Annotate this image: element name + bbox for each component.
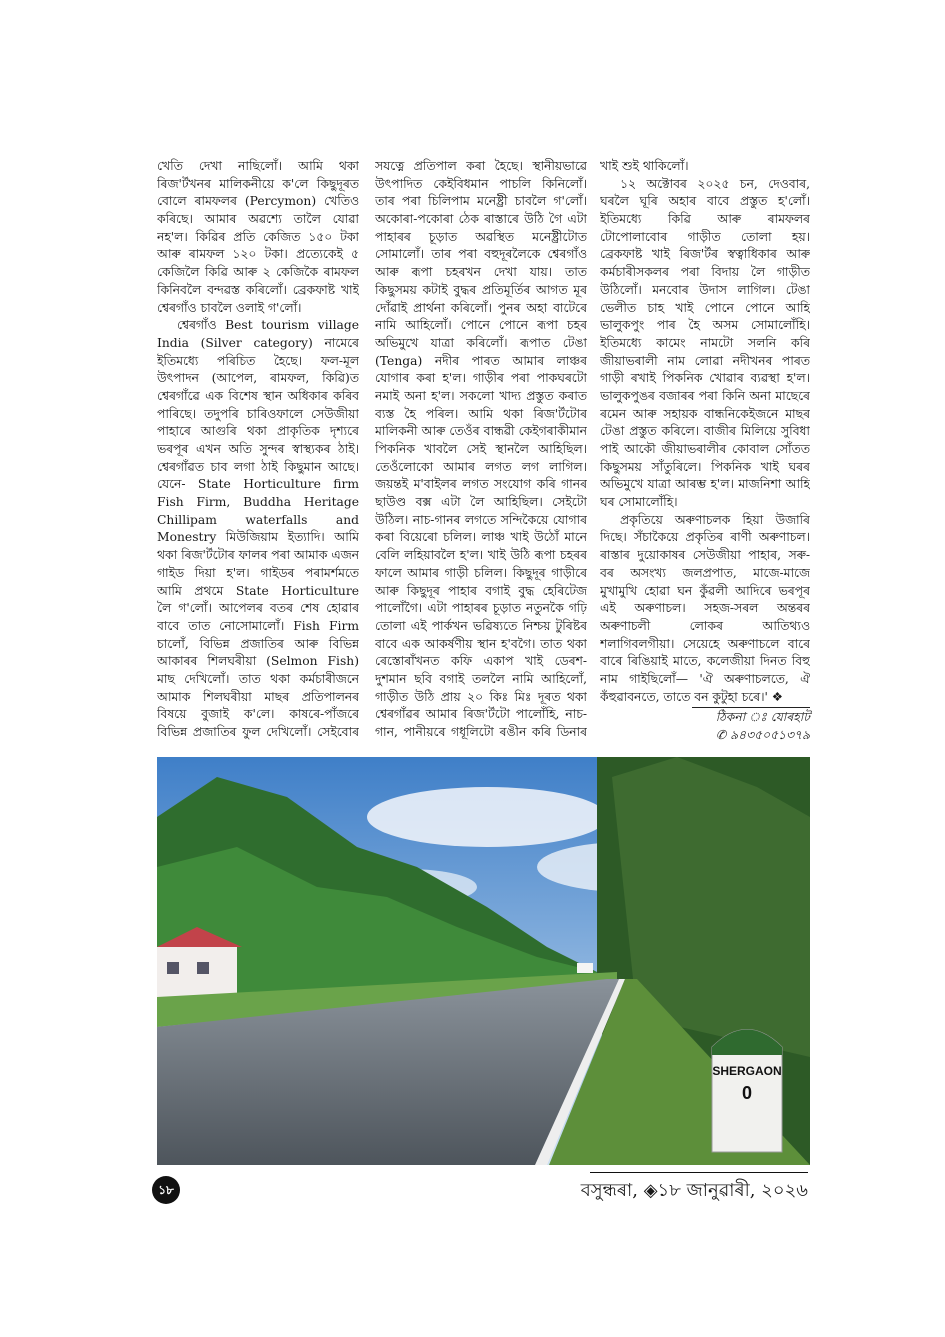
text-line: শ্বেৰগাঁও চাবলৈ ওলাই গ'লোঁ। (157, 300, 302, 315)
text-line: সোমালোঁ। তাৰ পৰা বহুদূৰলৈকে শ্বেৰগাঁও (375, 247, 587, 262)
text-line: বাবে তাত নোসোমালোঁ। Fish Firm (157, 618, 359, 633)
text-line: বাৰে ৰিঙিয়াই মাতে, কলেজীয়া দিনত বিহু (600, 654, 810, 669)
text-line: ঘৰলৈ ঘূৰি অহাৰ বাবে প্ৰস্তুত হ'লোঁ। (600, 194, 810, 209)
text-line: বেলি লহিয়াবলৈ হ'ল। খাই উঠি ৰূপা চহৰৰ (375, 548, 587, 563)
article-column-2 (375, 158, 587, 742)
text-line: কৰ্মচাৰীসকলৰ পৰা বিদায় লৈ গাড়ীত (600, 265, 810, 280)
text-line: India (Silver category) নামেৰে (157, 335, 359, 350)
text-line: আকাৰৰ শিলঘৰীয়া (Selmon Fish) (157, 654, 359, 669)
footer-rule (590, 1172, 808, 1173)
text-line: ইতিমধ্যে পৰিচিত হৈছে। ফল-মূল (157, 353, 359, 368)
text-line: উঠিল। নাচ-গানৰ লগতে সন্দিকৈয়ে যোগাৰ (375, 512, 587, 527)
text-line: শ্বেৰগাঁৱৰ আমাৰ ৰিজ'ৰ্টটো পালোঁহি, নাচ- (375, 707, 587, 722)
text-line: আমি প্ৰথমে State Horticulture (157, 583, 359, 598)
text-line: ঘৰ সোমালোঁহি। (600, 495, 678, 510)
text-line: তাৰ পৰা চিলিপাম মনেষ্ট্ৰী চাবলৈ গ'লোঁ। (375, 194, 587, 209)
publication-date: বসুন্ধৰা, ◈১৮ জানুৱাৰী, ২০২৬ (580, 1180, 808, 1201)
text-line: ভৰপূৰ এখন অতি সুন্দৰ স্বাস্থ্যকৰ ঠাই। (157, 442, 359, 456)
text-line: কঁহুৱাবনতে, তাতে বন কুটুহা চৰে।' ❖ (600, 689, 783, 704)
text-line: গাইড দিয়া হ'ল। গাইডৰ পৰামৰ্শমতে (157, 565, 359, 580)
text-line: গাড়ীত উঠি প্ৰায় ২০ কিঃ মিঃ দূৰত থকা (375, 689, 587, 704)
text-line: কৰা বিয়েৰো চলিল। লাঞ্চ খাই উঠোঁ মানে (375, 530, 587, 545)
text-line: অভিমুখে যাত্ৰা কৰিলোঁ। ৰূপাত টেঙা (375, 335, 587, 350)
text-line: ৰমেন আৰু সহায়ক বান্ধনিকেইজনে মাছৰ (600, 406, 810, 421)
text-line: মালিকনী আৰু তেওঁৰ বান্ধৱী কেইগৰাকীমান (375, 424, 587, 439)
text-line: শ্বেৰগাঁও Best tourism village (177, 318, 359, 333)
text-line: টেঙা প্ৰস্তুত কৰিলে। বাজীৰ মিলিয়ে সুবিধা (600, 424, 810, 439)
article-column-3 (600, 158, 810, 744)
text-line: ইতিমধ্যে কিৱি আৰু ৰামফলৰ (600, 212, 810, 227)
text-line: ১২ অক্টোবৰ ২০২৫ চন, দেওবাৰ, (620, 176, 810, 191)
text-line: ভালুকপুঙৰ বজাৰৰ পৰা কিনি অনা মাছেৰে (600, 388, 810, 403)
text-line: এই অৰুণাচল। সহজ-সৰল অন্তৰৰ (600, 601, 810, 616)
text-line: বোলে ৰামফলৰ (Percymon) খেতিও (157, 194, 359, 209)
text-line: আৰু ৰামফল ১২০ টকা। প্ৰত্যেকেই ৫ (157, 247, 359, 262)
text-line: সযত্নে প্ৰতিপাল কৰা হৈছে। স্থানীয়ভাৱে (375, 159, 587, 173)
text-line: পাই আকৌ জীয়াভৰালীৰ কোবাল সোঁতত (600, 442, 810, 456)
text-line: (Tenga) নদীৰ পাৰত আমাৰ লাঞ্চৰ (375, 353, 587, 368)
text-line: খেতি দেখা নাছিলোঁ। আমি থকা (157, 159, 359, 173)
text-line: পালোঁগৈ। এটা পাহাৰৰ চূড়াত নতুনকৈ গঢ়ি (375, 601, 587, 616)
text-line: জয়ন্তই ম'বাইলৰ লগত সংযোগ কৰি গানৰ (375, 477, 587, 492)
text-line: পাৰিছে। তদুপৰি চাৰিওফালে সেউজীয়া (157, 406, 359, 421)
text-line: যেনে- State Horticulture firm (157, 477, 359, 492)
milestone-name: SHERGAON (712, 1064, 782, 1078)
text-line: Monestry মিউজিয়াম ইত্যাদি। আমি (157, 530, 359, 545)
text-line: পিকনিক খাবলৈ সেই স্থানলৈ আহিছিল। (375, 442, 587, 456)
text-line: Chillipam waterfalls and (157, 512, 359, 527)
text-line: ইতিমধ্যে কামেং নামটো সলনি কৰি (600, 335, 810, 350)
text-line: দুশমান ছবি বগাই তললৈ নামি আহিলোঁ, (375, 671, 587, 686)
text-line: জীয়াভৰালী নাম লোৱা নদীখনৰ পাৰত (600, 353, 810, 368)
milestone-value: 0 (741, 1083, 753, 1103)
text-line: ভালুকপুং পাৰ হৈ অসম সোমালোঁহি। (600, 318, 810, 333)
text-line: লৈ গ'লোঁ। আপেলৰ বতৰ শেষ হোৱাৰ (157, 601, 359, 616)
text-line: ছাউণ্ড বক্স এটা লৈ আহিছিল। সেইটো (375, 495, 587, 510)
text-line: বিভিন্ন প্ৰজাতিৰ ফুল দেখিলোঁ। সেইবোৰ (157, 725, 359, 739)
text-line: Fish Firm, Buddha Heritage (157, 495, 359, 510)
text-line: অৰুণাচলী লোকৰ আতিথ্যও (600, 618, 810, 633)
text-line: আৰু ৰূপা চহৰখন দেখা যায়। তাত (375, 265, 587, 280)
text-line: অকোৰা-পকোৰা ঠেক ৰাস্তাৰে উঠি গৈ এটা (375, 212, 587, 227)
text-line: বৰ অসংখ্য জলপ্ৰপাত, মাজে-মাজে (600, 565, 810, 580)
text-line: ব্যস্ত হৈ পৰিল। আমি থকা ৰিজ'ৰ্টটোৰ (375, 406, 587, 421)
text-line: কিছুসময় কটাই বুদ্ধৰ প্ৰতিমূৰ্তিৰ আগত মূৰ (375, 282, 587, 297)
text-line: বিষয়ে বুজাই ক'লে। কাষৰে-পাঁজৰে (157, 707, 359, 722)
page-number: ১৮ (152, 1176, 180, 1204)
text-line: কেজিলৈ কিৱি আৰু ২ কেজিকৈ ৰামফল (157, 265, 359, 280)
road-landscape-image (157, 757, 810, 1165)
article-column-1 (157, 158, 359, 742)
text-line: শ্বেৰগাঁৱে এক বিশেষ স্থান অধিকাৰ কৰিব (157, 388, 359, 403)
text-line: তেওঁলোকো আমাৰ লগত লগ লাগিল। (375, 459, 587, 474)
text-line: টোপোলাবোৰ গাড়ীত তোলা হয়। (600, 229, 810, 244)
text-line: কিনিবলৈ বন্দৱস্ত কৰিলোঁ। ব্ৰেকফাষ্ট খাই (157, 282, 359, 297)
text-line: ৰাস্তাৰ দুয়োকাষৰ সেউজীয়া পাহাৰ, সৰু- (600, 548, 810, 563)
text-line: খাই শুই থাকিলোঁ। (600, 159, 689, 173)
text-line: থকা ৰিজ'ৰ্টটোৰ ফালৰ পৰা আমাক এজন (157, 548, 359, 563)
text-line: আমাক শিলঘৰীয়া মাছৰ প্ৰতিপালনৰ (157, 689, 359, 704)
author-address: ঠিকনা ঃ যোৰহাট (715, 710, 810, 725)
text-line: পাহাৰে আগুৰি থকা প্ৰাকৃতিক দৃশ্যৰে (157, 424, 359, 439)
column-lines (600, 158, 810, 706)
text-line: শলাগিবলগীয়া। সেয়েহে অৰুণাচলে বাৰে (600, 636, 810, 651)
text-line: নাম গাইছিলোঁ— 'ঐ অৰুণাচলতে, ঐ (600, 671, 810, 686)
text-line: মুখামুখি হোৱা ঘন কুঁৱলী আদিৰে ভৰপূৰ (600, 583, 810, 598)
text-line: কিছুসময় সাঁতুৰিলে। পিকনিক খাই ঘৰৰ (600, 459, 810, 474)
text-line: গান, পানীয়ৰে গধূলিটো ৰঙীন কৰি ডিনাৰ (375, 725, 587, 739)
text-line: দোঁৱাই প্ৰাৰ্থনা কৰিলোঁ। পুনৰ অহা বাটেৰে (375, 300, 587, 315)
text-line: যোগাৰ কৰা হ'ল। গাড়ীৰ পৰা পাকঘৰটো (375, 371, 587, 386)
text-line: অভিমুখে যাত্ৰা আৰম্ভ হ'ল। মাজনিশা আহি (600, 477, 810, 492)
text-line: উঠিলোঁ। মনবোৰ উদাস লাগিল। টেঙা (600, 282, 810, 297)
text-line: নামি আহিলোঁ। পোনে পোনে ৰূপা চহৰ (375, 318, 587, 333)
text-line: ৰিজ'ৰ্টখনৰ মালিকনীয়ে ক'লে কিছুদূৰত (157, 176, 359, 191)
text-line: কৰিছে। আমাৰ অৱশ্যে তালৈ যোৱা (157, 212, 359, 227)
text-line: মাছ দেখিলোঁ। তাত থকা কৰ্মচাৰীজনে (157, 671, 359, 686)
text-line: উৎপাদিত কেইবিধমান পাচলি কিনিলোঁ। (375, 176, 587, 191)
text-line: তোলা এই পাৰ্কখন ভৱিষ্যতে নিশ্চয় টুৰিষ্টৰ (375, 618, 587, 633)
text-line: গাড়ী ৰখাই পিকনিক খোৱাৰ ব্যৱস্থা হ'ল। (600, 371, 810, 386)
author-phone: ✆ ৯৪৩৫০৫১৩৭৯ (715, 728, 810, 743)
text-line: শ্বেৰগাঁৱত চাব লগা ঠাই কিছুমান আছে। (157, 459, 359, 474)
text-line: ভেলীত চাহ খাই পোনে পোনে আহি (600, 300, 810, 315)
text-line: উৎপাদন (আপেল, ৰামফল, কিৱি)ত (157, 371, 359, 386)
text-line: নমাই অনা হ'ল। সকলো খাদ্য প্ৰস্তুত কৰাত (375, 388, 587, 403)
text-line: দিছে। সঁচাকৈয়ে প্ৰকৃতিৰ ৰাণী অৰুণাচল। (600, 530, 810, 545)
text-line: আৰু কিছুদূৰ পাহাৰ বগাই বুদ্ধ হেৰিটেজ (375, 583, 587, 598)
text-line: ফালে আমাৰ গাড়ী চলিল। কিছুদূৰ গাড়ীৰে (375, 565, 587, 580)
text-line: বাবে এক আকৰ্ষণীয় স্থান হ'বগৈ। তাত থকা (375, 636, 587, 651)
text-line: ৰেস্তোৰাঁখনত কফি একাপ খাই ডেৰশ- (375, 654, 587, 669)
text-line: নহ'ল। কিৱিৰ প্ৰতি কেজিত ১৫০ টকা (157, 229, 359, 244)
article-photo-shergaon-road (157, 757, 810, 1165)
text-line: চালোঁ, বিভিন্ন প্ৰজাতিৰ আৰু বিভিন্ন (157, 636, 359, 651)
text-line: প্ৰকৃতিয়ে অৰুণাচলক হিয়া উজাৰি (620, 512, 810, 527)
text-line: ব্ৰেকফাষ্ট খাই ৰিজ'ৰ্টৰ স্বত্বাধিকাৰ আৰু (600, 247, 810, 262)
text-line: পাহাৰৰ চূড়াত অৱস্থিত মনেষ্ট্ৰীটোত (375, 229, 587, 244)
